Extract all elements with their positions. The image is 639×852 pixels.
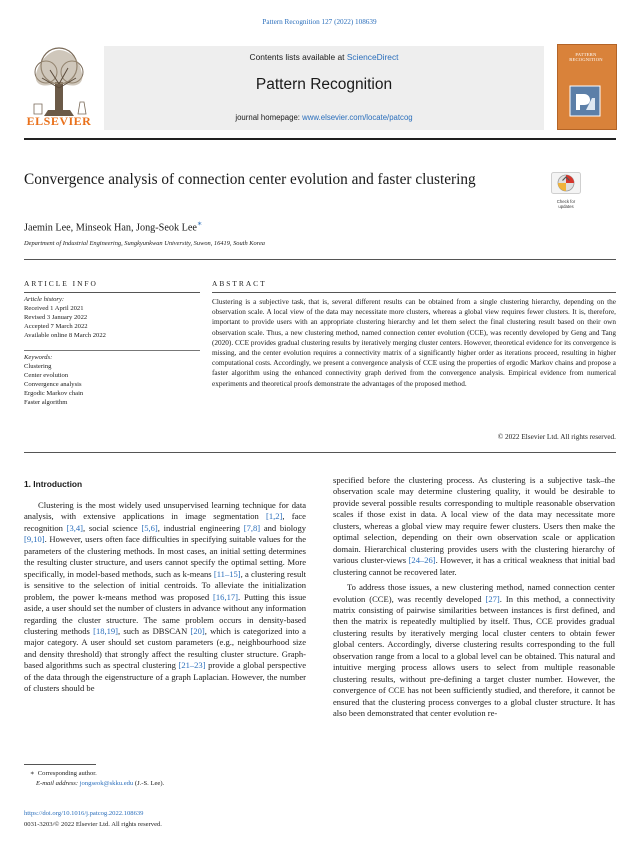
- article-info-rule: [24, 292, 200, 293]
- publisher-wordmark: ELSEVIER: [26, 114, 92, 128]
- contents-prefix: Contents lists available at: [249, 52, 347, 62]
- doi-link[interactable]: https://doi.org/10.1016/j.patcog.2022.108639: [24, 810, 144, 817]
- footnote-corresponding: [30, 769, 97, 777]
- paragraph-text: . In this method, a connectivity matrix consisting of pairwise similarities between instances is first defined, and then the matrix is repeatedly multiplied by itself. Thus, CCE provides gradual clustering results by iteratively merging local cluster centers to obtain fewer global centers. Accordingly, diverse clustering results corresponding to the full observation range from a local to a global level can be obtained. This natural and intuitive merging process allows users to select from multiple reasonable clustering results, without pre-defining a target cluster number. However, the convergence of CCE has not been sufficiently studied, and therefore, it cannot be ensured that the clustering process converges to a global cluster structure. It has also been demonstrated that center evolution re-: [333, 593, 615, 719]
- contents-line: [104, 52, 544, 62]
- footnote-rule: [24, 764, 96, 765]
- crossmark-icon: [551, 172, 581, 194]
- history-revised: Revised 3 January 2022: [24, 314, 88, 321]
- citation-link[interactable]: [9,10]: [24, 534, 45, 545]
- paragraph-text: , such as DBSCAN: [118, 625, 191, 636]
- keyword: Convergence analysis: [24, 381, 82, 388]
- paragraph-text: . However, it has a critical weakness that initial bad clustering cannot be recovered later.: [333, 555, 615, 577]
- keyword: Clustering: [24, 363, 52, 370]
- issn-line: 0031-3203/© 2022 Elsevier Ltd. All rights reserved.: [24, 821, 162, 828]
- history-received: Received 1 April 2021: [24, 305, 84, 312]
- footnote-corresponding-text: Corresponding author.: [37, 770, 97, 777]
- history-accepted: Accepted 7 March 2022: [24, 323, 88, 330]
- abstract-copyright: © 2022 Elsevier Ltd. All rights reserved.: [497, 433, 616, 441]
- history-label: Article history:: [24, 296, 65, 303]
- homepage-prefix: journal homepage:: [235, 113, 303, 122]
- abstract-text: Clustering is a subjective task, that is, several different results can be obtained from a single clustering hierarchy, depending on the observation scale. A local view of the data may necessitate more clusters, whereas a global view requires fewer clusters. It is, therefore, important to provide users with an appropriate clustering hierarchy and let them select the final clustering result based on their own observation scale. Thus, a new clustering method, named connection center evolution (CCE), was recently developed by Geng and Tang (2020). CCE provides gradual clustering results by iteratively merging cluster centers. However, theoretical evidence for its convergence is missing, and the center evolution requires a connectivity matrix of a significantly higher order as iterations proceed, resulting in higher computational costs. Accordingly, we present a convergence analysis of CCE using the properties of ergodic Markov chains and propose a faster algorithm using the enhanced connectivity graph derived from the convergence analysis. Empirical evidence from numerical experiments and theoretical proofs demonstrate the advantages of the proposed method.: [212, 298, 616, 388]
- crossmark-line2: updates: [558, 204, 574, 209]
- body-column-right: [333, 475, 615, 720]
- crossmark-line1: Check for: [556, 199, 576, 204]
- paragraph-text: provide a global perspective of the data through the eigenstructure of a graph Laplacian. However, the number of clusters should be: [24, 660, 306, 694]
- intro-paragraph-3: [333, 582, 615, 719]
- cover-emblem-icon: [568, 84, 602, 118]
- check-for-updates-badge[interactable]: [551, 172, 581, 209]
- authors-text: Jaemin Lee, Minseok Han, Jong-Seok Lee: [24, 222, 197, 234]
- paragraph-text: , a clustering result is sensitive to the selection of initial centroids. To alleviate the initialization problem, the power k-means method was proposed: [24, 568, 306, 602]
- paragraph-text: , social science: [83, 522, 142, 533]
- citation-link[interactable]: [11–15]: [213, 568, 241, 579]
- intro-paragraph-1: [24, 500, 306, 695]
- abstract-rule: [212, 292, 616, 293]
- paragraph-text: specified before the clustering process. As clustering is a subjective task–the observation scale may determine clustering quality, it would be desirable to provide several possible results corresponding to multiple reasonable observation scales if those exist in data. A local view of the data may necessitate more clusters, whereas a global view may require fewer clusters. Users then make the optimal selection, depending on their own observation scale or application domain. Hierarchical clustering provides users with the clustering hierarchy of various cluster-views: [333, 475, 615, 566]
- citation-link[interactable]: [7,8]: [243, 522, 261, 533]
- keyword: Ergodic Markov chain: [24, 390, 84, 397]
- cover-title: PATTERN RECOGNITION: [569, 52, 603, 62]
- paragraph-text: . However, users often face difficulties in specifying suitable values for the parameters of the clustering methods. In most cases, an initial setting determines the resulting cluster structure, and users cannot specify the optimal setting. More specifically, in model-based methods, such as k-means: [24, 534, 306, 579]
- citation-link[interactable]: [16,17]: [213, 591, 238, 602]
- header-rule: [24, 138, 616, 140]
- intro-paragraph-2: [333, 475, 615, 578]
- journal-title: Pattern Recognition: [255, 76, 393, 93]
- keyword: Center evolution: [24, 372, 69, 379]
- paragraph-text: To address those issues, a new clustering method, named connection center evolution (CCE), was recently developed: [333, 582, 615, 604]
- abstract-heading: ABSTRACT: [212, 279, 267, 288]
- citation-link[interactable]: [3,4]: [66, 522, 84, 533]
- affiliation: Department of Industrial Engineering, Sungkyunkwan University, Suwon, 16419, South Korea: [24, 240, 265, 247]
- keywords-label: Keywords:: [24, 354, 53, 361]
- paragraph-text: , industrial engineering: [157, 522, 244, 533]
- crossmark-text: [551, 199, 581, 209]
- homepage-link[interactable]: www.elsevier.com/locate/patcog: [302, 113, 413, 122]
- footnote-email: [36, 780, 164, 787]
- paragraph-text: , face recognition: [24, 511, 306, 533]
- history-online: Available online 8 March 2022: [24, 332, 106, 339]
- corresponding-author-mark[interactable]: ∗: [196, 219, 203, 228]
- footnote-mark: ∗: [30, 770, 35, 777]
- article-info-heading: ARTICLE INFO: [24, 279, 98, 288]
- email-label: E-mail address:: [36, 780, 80, 787]
- sciencedirect-link[interactable]: ScienceDirect: [346, 52, 399, 62]
- keywords-rule: [24, 350, 200, 351]
- section-heading-introduction: 1. Introduction: [24, 479, 83, 489]
- keyword: Faster algorithm: [24, 399, 68, 406]
- journal-citation[interactable]: Pattern Recognition 127 (2022) 108639: [262, 18, 377, 26]
- citation-link[interactable]: [27]: [485, 593, 500, 604]
- article-title: Convergence analysis of connection center evolution and faster clustering: [24, 171, 476, 188]
- citation-link[interactable]: [1,2]: [266, 511, 283, 522]
- body-column-left: [24, 500, 306, 695]
- citation-link[interactable]: [18,19]: [93, 625, 119, 636]
- paragraph-text: , which is categorized into a major category. A user should set custom parameters (e.g., neighbourhood size and density threshold) that strongly affect the resulting cluster structure. Graph-based algorithms such as spectral clustering: [24, 625, 306, 671]
- citation-link[interactable]: [24–26]: [408, 555, 436, 566]
- paragraph-text: . Putting this issue aside, a user should set the number of clusters in advance without any information regarding the cluster structure. The same problem occurs in density-based clustering methods: [24, 591, 307, 636]
- citation-link[interactable]: [5,6]: [141, 522, 158, 533]
- abstract-end-rule: [24, 452, 616, 453]
- paragraph-text: Clustering is the most widely used unsupervised learning technique for data analysis, with extensive applications in image segmentation: [24, 500, 306, 522]
- citation-link[interactable]: [20]: [190, 625, 205, 636]
- author-list: [24, 219, 202, 233]
- email-link[interactable]: jongseok@skku.edu: [79, 780, 134, 787]
- email-suffix: (J.-S. Lee).: [133, 780, 165, 787]
- paragraph-text: and biology: [260, 522, 306, 533]
- homepage-line: [104, 113, 544, 122]
- title-rule: [24, 259, 616, 260]
- citation-link[interactable]: [21–23]: [178, 660, 206, 671]
